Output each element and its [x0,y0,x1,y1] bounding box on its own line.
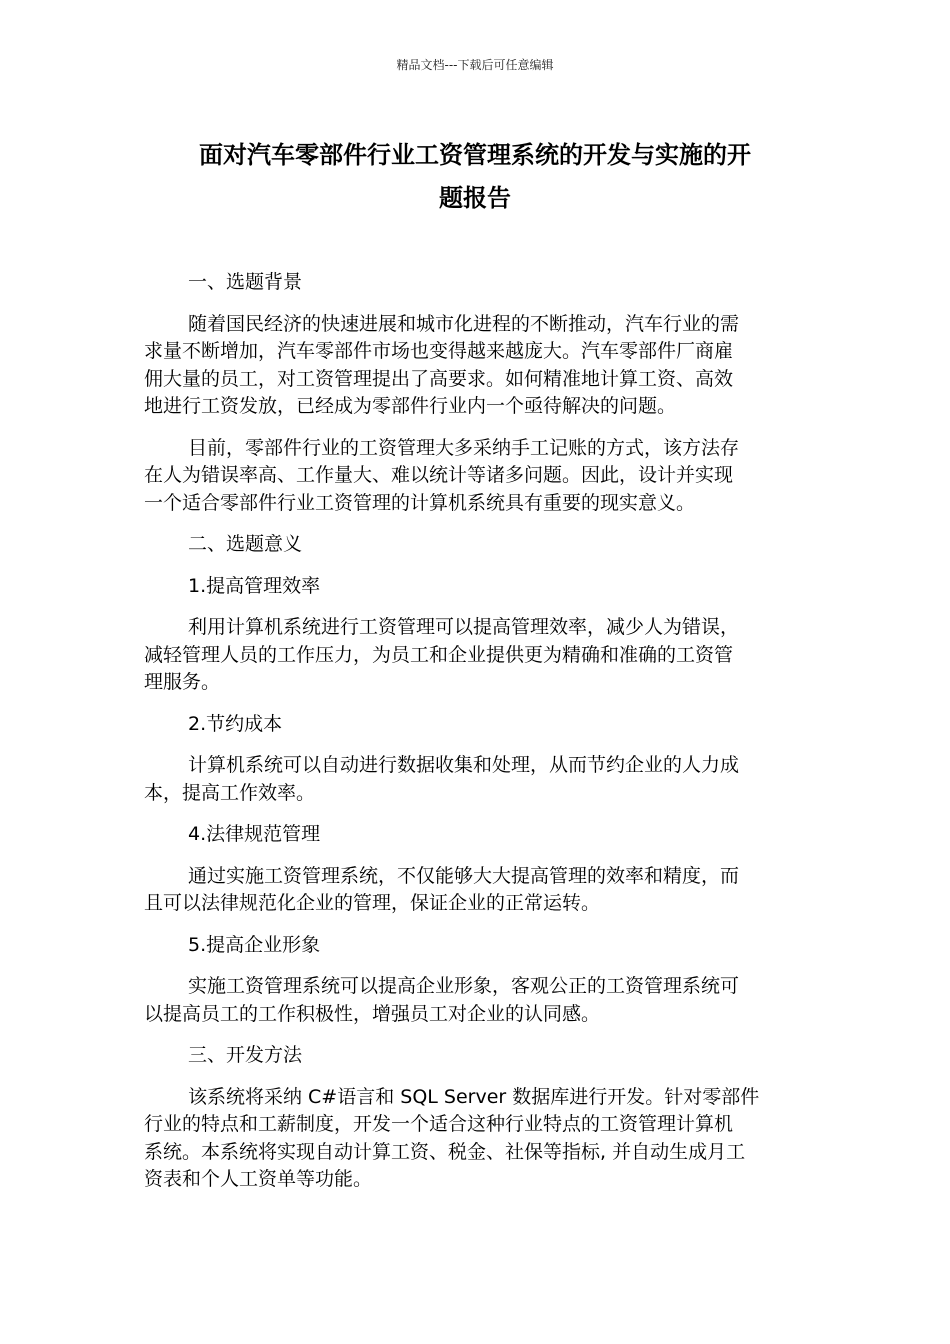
paragraph-image [144,973,806,1028]
text-line: 佣大量的员工，对工资管理提出了高要求。如何精准地计算工资、高效 [144,367,734,390]
page-header: 精品文档---下载后可任意编辑 [396,58,554,72]
text-line: 在人为错误率高、工作量大、难以统计等诸多问题。因此，设计并实现 [144,464,734,486]
text-line: 系统。本系统将实现自动计算工资、税金、社保等指标, 并自动生成月工 [144,1140,746,1163]
subheading-image: 5.提高企业形象 [188,933,321,956]
text-line: 利用计算机系统进行工资管理可以提高管理效率，减少人为错误， [188,616,740,638]
paragraph-background-1 [144,311,806,421]
text-line: 实施工资管理系统可以提高企业形象，客观公正的工资管理系统可 [188,975,740,997]
title-line: 题报告 [439,184,511,212]
text-line: 目前，零部件行业的工资管理大多采纳手工记账的方式，该方法存 [188,436,740,459]
text-line: 减轻管理人员的工作压力，为员工和企业提供更为精确和准确的工资管 [144,643,734,666]
text-line: 本，提高工作效率。 [144,781,316,804]
text-line: 行业的特点和工薪制度，开发一个适合这种行业特点的工资管理计算机 [144,1113,734,1135]
text-line: 资表和个人工资单等功能。 [144,1168,373,1190]
subheading-legal: 4.法律规范管理 [188,823,321,845]
title-line: 面对汽车零部件行业工资管理系统的开发与实施的开 [199,141,751,169]
subheading-efficiency: 1.提高管理效率 [188,574,321,597]
text-line: 随着国民经济的快速进展和城市化进程的不断推动，汽车行业的需 [188,312,740,335]
text-line: 通过实施工资管理系统，不仅能够大大提高管理的效率和精度，而 [188,864,740,887]
document-body [144,269,806,1208]
section-heading-significance: 二、选题意义 [188,533,303,555]
text-line: 计算机系统可以自动进行数据收集和处理，从而节约企业的人力成 [188,754,740,776]
paragraph-legal [144,863,806,918]
document-title [140,134,810,220]
text-line: 且可以法律规范化企业的管理，保证企业的正常运转。 [144,892,601,914]
text-line: 地进行工资发放，已经成为零部件行业内一个亟待解决的问题。 [144,395,677,417]
text-line: 以提高员工的工作积极性，增强员工对企业的认同感。 [144,1002,601,1025]
paragraph-cost [144,752,806,807]
section-heading-background: 一、选题背景 [188,271,303,293]
paragraph-efficiency [144,614,806,697]
text-line: 该系统将采纳 C#语言和 SQL Server 数据库进行开发。针对零部件 [188,1085,760,1108]
text-line: 理服务。 [144,671,221,693]
section-heading-method: 三、开发方法 [188,1044,303,1066]
paragraph-method [144,1084,806,1194]
text-line: 一个适合零部件行业工资管理的计算机系统具有重要的现实意义。 [144,491,696,514]
paragraph-background-2 [144,435,806,518]
subheading-cost: 2.节约成本 [188,712,283,735]
text-line: 求量不断增加，汽车零部件市场也变得越来越庞大。汽车零部件厂商雇 [144,340,734,362]
